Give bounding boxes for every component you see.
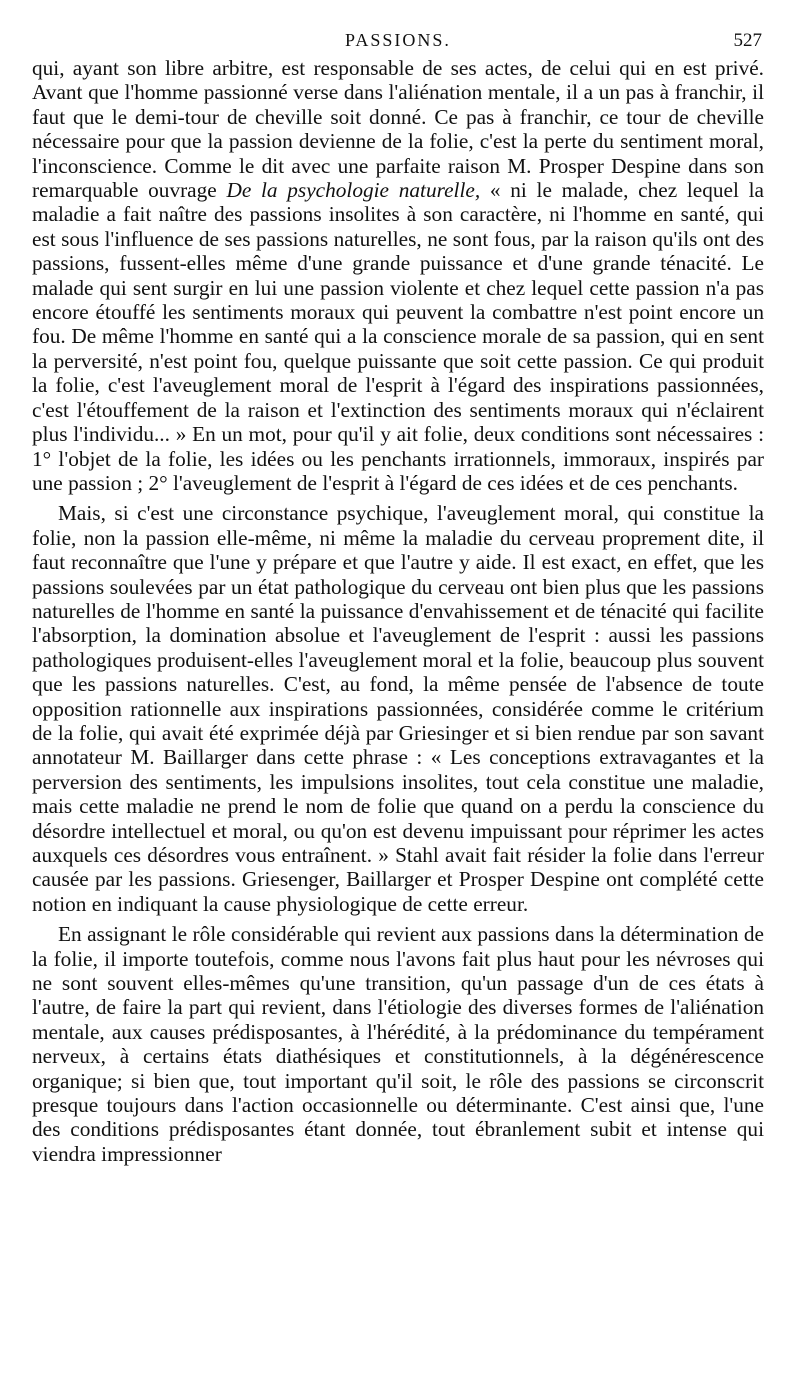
page-number: 527 [733, 30, 762, 51]
paragraph-1-part-1: qui, ayant son libre arbitre, est responsable de ses actes, de celui qui en est privé. Avant que l'homme passionné verse dans l'aliénation mentale, il a un pas à franchir, il faut que le demi-tour de cheville soit donné. Ce pas à franchir, ce tour de cheville nécessaire pour que la passion devienne de la folie, c'est la perte du sentiment moral, l'inconscience. Comme le dit avec une parfaite raison M. Prosper Despine dans son remarquable ouvrage [32, 56, 764, 203]
running-title: PASSIONS. [345, 30, 451, 50]
body-text [32, 56, 764, 1166]
book-title: De la psychologie naturelle, [226, 178, 481, 203]
paragraph-1 [32, 56, 764, 495]
paragraph-2: Mais, si c'est une circonstance psychique, l'aveuglement moral, qui constitue la folie, non la passion elle-même, ni même la maladie du cerveau proprement dite, il faut reconnaître que l'une y prépare et que l'autre y aide. Il est exact, en effet, que les passions soulevées par un état pathologique du cerveau ont bien plus que les passions naturelles de l'homme en santé la puissance d'envahissement et de ténacité qui facilite l'absorption, la domination absolue et l'aveuglement de l'esprit : aussi les passions pathologiques produisent-elles l'aveuglement moral et la folie, beaucoup plus souvent que les passions naturelles. C'est, au fond, la même pensée de l'absence de toute opposition rationnelle aux inspirations passionnées, considérée comme le critérium de la folie, qui avait été exprimée déjà par Griesinger et si bien rendue par son savant annotateur M. Baillarger dans cette phrase : « Les conceptions extravagantes et la perversion des sentiments, les impulsions insolites, tout cela constitue une maladie, mais cette maladie ne prend le nom de folie que quand on a perdu la conscience du désordre intellectuel et moral, ou qu'on est devenu impuissant pour réprimer les actes auxquels ces désordres vous entraînent. » Stahl avait fait résider la folie dans l'erreur causée par les passions. Griesenger, Baillarger et Prosper Despine ont complété cette notion en indiquant la cause physiologique de cette erreur. [32, 501, 764, 916]
running-head [32, 30, 764, 56]
paragraph-1-part-2: « ni le malade, chez lequel la maladie a fait naître des passions insolites à son caractère, ni l'homme en santé, qui est sous l'influence de ses passions naturelles, ne sont fous, par la raison qu'ils ont des passions, fussent-elles même d'une grande puissance et d'une grande ténacité. Le malade qui sent surgir en lui une passion violente et chez lequel cette passion n'a pas encore étouffé les sentiments moraux qui peuvent la combattre n'est point encore un fou. De même l'homme en santé qui a la conscience morale de sa passion, qui en sent la perversité, n'est point fou, quelque puissante que soit cette passion. Ce qui produit la folie, c'est l'aveuglement moral de l'esprit à l'égard des inspirations passionnées, c'est l'étouffement de la raison et l'extinction des sentiments moraux qui n'éclairent plus l'individu... » En un mot, pour qu'il y ait folie, deux conditions sont nécessaires : 1° l'objet de la folie, les idées ou les penchants irrationnels, immoraux, inspirés par une passion ; 2° l'aveuglement de l'esprit à l'égard de ces idées et de ces penchants. [32, 178, 764, 495]
paragraph-3: En assignant le rôle considérable qui revient aux passions dans la détermination de la folie, il importe toutefois, comme nous l'avons fait plus haut pour les névroses qui ne sont souvent elles-mêmes qu'une transition, qu'un passage d'un de ces états à l'autre, de faire la part qui revient, dans l'étiologie des diverses formes de l'aliénation mentale, aux causes prédisposantes, à l'hérédité, à la prédominance du tempérament nerveux, à certains états diathésiques et constitutionnels, à la dégénérescence organique; si bien que, tout important qu'il soit, le rôle des passions se circonscrit presque toujours dans l'action occasionnelle ou déterminante. C'est ainsi que, l'une des conditions prédisposantes étant donnée, tout ébranlement subit et intense qui viendra impressionner [32, 922, 764, 1166]
